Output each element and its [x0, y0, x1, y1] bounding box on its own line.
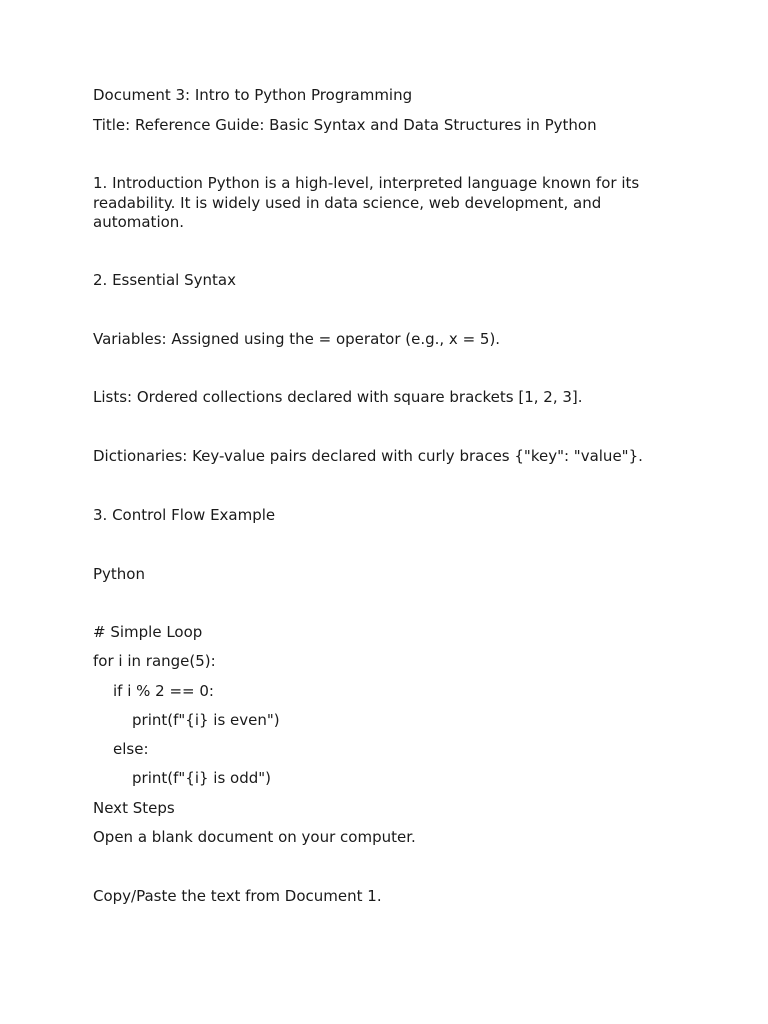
next-step-item: Open a blank document on your computer.: [93, 828, 416, 846]
variables-item: Variables: Assigned using the = operator (e.g., x = 5).: [93, 330, 501, 348]
lists-item: Lists: Ordered collections declared with square brackets [1, 2, 3].: [93, 388, 583, 406]
code-line: # Simple Loop: [93, 623, 203, 641]
code-line: if i % 2 == 0:: [113, 682, 214, 700]
next-step-item: Copy/Paste the text from Document 1.: [93, 887, 382, 905]
code-line: else:: [113, 740, 149, 758]
intro-paragraph: 1. Introduction Python is a high-level, interpreted language known for its readability. It is widely used in data science, web development, and automation.: [93, 174, 644, 231]
document-title: Title: Reference Guide: Basic Syntax and Data Structures in Python: [93, 116, 597, 134]
section-heading-control-flow: 3. Control Flow Example: [93, 506, 276, 524]
document-label: Document 3: Intro to Python Programming: [93, 86, 413, 104]
code-line: for i in range(5):: [93, 652, 216, 670]
code-line: print(f"{i} is even"): [132, 711, 280, 729]
section-heading-essential-syntax: 2. Essential Syntax: [93, 271, 236, 289]
code-line: print(f"{i} is odd"): [132, 769, 272, 787]
code-language-label: Python: [93, 565, 145, 583]
dictionaries-item: Dictionaries: Key-value pairs declared with curly braces {"key": "value"}.: [93, 447, 643, 465]
next-steps-heading: Next Steps: [93, 799, 175, 817]
